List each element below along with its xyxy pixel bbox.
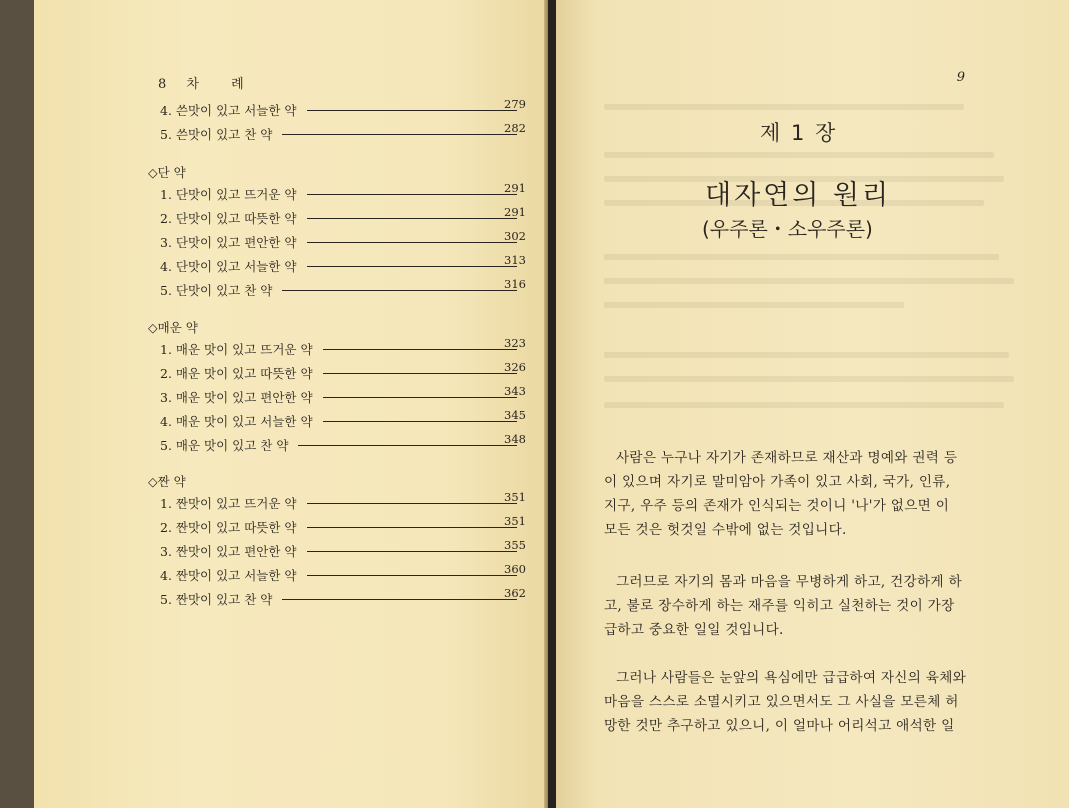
toc-entry: [34, 205, 548, 229]
paragraph-line: 그러므로 자기의 몸과 마음을 무병하게 하고, 건강하게 하: [616, 574, 962, 590]
toc-entry-label: 5. 단맛이 있고 찬 약: [160, 283, 273, 298]
toc-entry: [34, 360, 548, 384]
toc-section-title: ◇매운 약: [148, 320, 198, 335]
toc-entry-page: 313: [504, 253, 526, 267]
toc-leader-line: [323, 397, 517, 398]
toc-leader-line: [307, 527, 517, 528]
toc-entry-page: 279: [504, 97, 526, 111]
toc-entry-page: 282: [504, 121, 526, 135]
toc-leader-line: [307, 110, 517, 111]
paragraph-line: 망한 것만 추구하고 있으니, 이 얼마나 어리석고 애석한 일: [604, 718, 955, 734]
header-char-1: 차: [186, 77, 200, 92]
toc-entry: [34, 253, 548, 277]
toc-entry: [34, 384, 548, 408]
left-page-header: [158, 73, 245, 92]
toc-entry-label: 1. 단맛이 있고 뜨거운 약: [160, 187, 297, 202]
toc-entry-page: 351: [504, 514, 526, 528]
toc-section-title: ◇단 약: [148, 165, 186, 180]
toc-entry: [34, 336, 548, 360]
toc-entry-page: 362: [504, 586, 526, 600]
right-page-number: 9: [956, 70, 965, 85]
right-page: [556, 0, 1069, 808]
toc-entry-label: 3. 짠맛이 있고 편안한 약: [160, 544, 297, 559]
toc-entry: [34, 121, 548, 145]
toc-entry: [34, 408, 548, 432]
toc-entry-page: 323: [504, 336, 526, 350]
left-page-number: 8: [158, 77, 168, 92]
toc-entry: [34, 432, 548, 456]
paragraph-line: 고, 불로 장수하게 하는 재주를 익히고 실천하는 것이 가장: [604, 598, 955, 614]
toc-entry-label: 5. 매운 맛이 있고 찬 약: [160, 438, 289, 453]
paragraph-line: 그러나 사람들은 눈앞의 욕심에만 급급하여 자신의 육체와: [616, 670, 967, 686]
toc-leader-line: [323, 373, 517, 374]
toc-leader-line: [307, 218, 517, 219]
toc-entry-page: 345: [504, 408, 526, 422]
toc-entry-label: 1. 매운 맛이 있고 뜨거운 약: [160, 342, 313, 357]
toc-entry: [34, 229, 548, 253]
toc-leader-line: [307, 503, 517, 504]
toc-entry-label: 4. 짠맛이 있고 서늘한 약: [160, 568, 297, 583]
chapter-subtitle: (우주론・소우주론): [702, 217, 873, 241]
toc-leader-line: [307, 551, 517, 552]
paragraph-line: 마음을 스스로 소멸시키고 있으면서도 그 사실을 모른체 허: [604, 694, 959, 710]
paragraph-line: 모든 것은 헛것일 수밖에 없는 것입니다.: [604, 522, 847, 538]
toc-entry-label: 4. 단맛이 있고 서늘한 약: [160, 259, 297, 274]
paragraph-line: 사람은 누구나 자기가 존재하므로 재산과 명예와 권력 등: [616, 450, 958, 466]
toc-entry: [34, 97, 548, 121]
toc-entry-label: 2. 짠맛이 있고 따뜻한 약: [160, 520, 297, 535]
toc-entry-label: 3. 단맛이 있고 편안한 약: [160, 235, 297, 250]
toc-entry-page: 302: [504, 229, 526, 243]
toc-leader-line: [323, 349, 517, 350]
toc-leader-line: [307, 266, 517, 267]
toc-entry: [34, 181, 548, 205]
toc-leader-line: [307, 242, 517, 243]
left-page: [34, 0, 548, 808]
toc-entry: [34, 538, 548, 562]
toc-leader-line: [298, 445, 517, 446]
paragraph-line: 급하고 중요한 일일 것입니다.: [604, 622, 784, 638]
chapter-title: 대자연의 원리: [705, 180, 892, 211]
toc-entry-label: 5. 짠맛이 있고 찬 약: [160, 592, 273, 607]
paragraph-line: 이 있으며 자기로 말미암아 가족이 있고 사회, 국가, 인류,: [604, 474, 951, 490]
paragraph-line: 지구, 우주 등의 존재가 인식되는 것이니 '나'가 없으면 이: [604, 498, 950, 514]
toc-entry-label: 2. 매운 맛이 있고 따뜻한 약: [160, 366, 313, 381]
toc-entry-page: 360: [504, 562, 526, 576]
toc-entry-label: 2. 단맛이 있고 따뜻한 약: [160, 211, 297, 226]
toc-entry-page: 355: [504, 538, 526, 552]
header-char-2: 례: [231, 77, 245, 92]
toc-entry-label: 3. 매운 맛이 있고 편안한 약: [160, 390, 313, 405]
toc-entry: [34, 586, 548, 610]
toc-entry-page: 351: [504, 490, 526, 504]
toc-entry-label: 5. 쓴맛이 있고 찬 약: [160, 127, 273, 142]
toc-entry-label: 4. 매운 맛이 있고 서늘한 약: [160, 414, 313, 429]
toc-leader-line: [307, 194, 517, 195]
toc-entry: [34, 277, 548, 301]
toc-entry-page: 291: [504, 205, 526, 219]
toc-leader-line: [282, 599, 517, 600]
toc-entry-page: 348: [504, 432, 526, 446]
toc-entry: [34, 490, 548, 514]
toc-entry-page: 291: [504, 181, 526, 195]
toc-entry: [34, 514, 548, 538]
chapter-number: 제 1 장: [760, 121, 838, 145]
toc-leader-line: [282, 290, 517, 291]
toc-leader-line: [282, 134, 517, 135]
toc-entry-page: 326: [504, 360, 526, 374]
toc-entry-label: 4. 쓴맛이 있고 서늘한 약: [160, 103, 297, 118]
toc-entry-page: 316: [504, 277, 526, 291]
toc-section-title: ◇짠 약: [148, 474, 186, 489]
toc-entry-page: 343: [504, 384, 526, 398]
toc-entry: [34, 562, 548, 586]
toc-entry-label: 1. 짠맛이 있고 뜨거운 약: [160, 496, 297, 511]
toc-leader-line: [307, 575, 517, 576]
toc-leader-line: [323, 421, 517, 422]
